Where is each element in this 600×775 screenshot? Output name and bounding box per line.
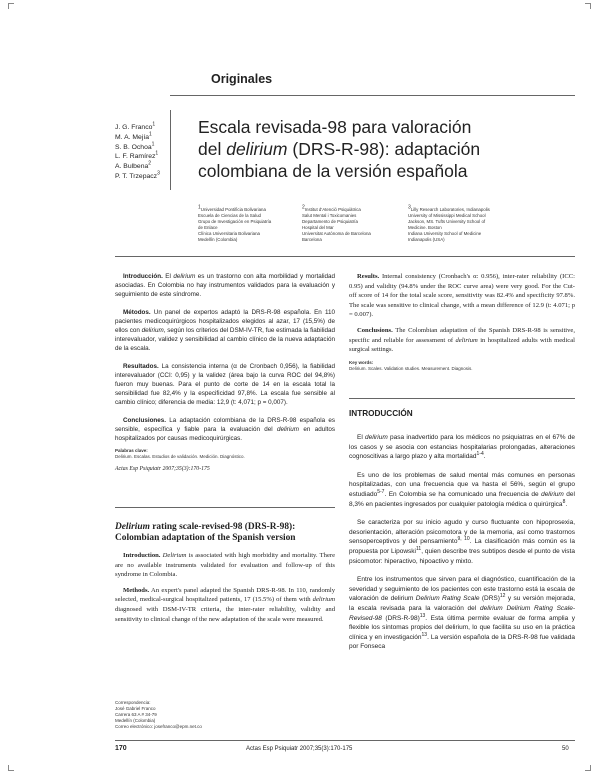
english-abstract-right — [349, 272, 575, 372]
resumen-metodos: Métodos. Un panel de expertos adaptó la DRS-R-98 española. En 110 pacientes medicoquirúrgicos hospitalizados elegidos al azar, 17 (15,5%) de ellos con delirium, según los criterios del DSM-IV-TR, fue estimada la fiabilidad interevaluador, validez y sensibilidad al cambio clínico de la nueva adaptación de la escala. — [115, 308, 335, 353]
author-list — [115, 123, 175, 182]
page-number-left: 170 — [115, 745, 127, 752]
introduccion-body — [349, 433, 575, 652]
author-divider — [170, 110, 171, 190]
correspondence: Correspondencia: José Gabriel Franco Carrera 63 A # 34-79 Medellín (Colombia) Correo electrónico: josefranco@epm.net.co — [115, 700, 202, 729]
resumen-conclusiones: Conclusiones. La adaptación colombiana de la DRS-R-98 española es sensible, específica y fiable para la evaluación del delirium en adultos hospitalizados por causas medicoquirúrgicas. — [115, 416, 335, 443]
english-conclusions: Conclusions. The Colombian adaptation of the Spanish DRS-R-98 is sensitive, specific and reliable for assessment of delirium in hospitalized adults with medical surgical settings. — [349, 326, 575, 354]
resumen-rule — [115, 507, 335, 508]
crop-mark-top-left — [8, 3, 14, 9]
intro-paragraph: Es uno de los problemas de salud mental más comunes en personas hospitalizadas, con una frecuencia que va hasta el 56%, según el grupo estudiado$^{5-7}$. En Colombia se ha comunicado una frecuencia de delirium del 8,3% en pacientes ingresados por cualquier patología médica o quirúrgica$^8$. — [349, 471, 575, 508]
resumen-resultados: Resultados. La consistencia interna (α de Cronbach 0,956), la fiabilidad interevaluador (CCI: 0,95) y la validez (área bajo la curva ROC del 94,8%) fueron muy buenas. Para el punto de corte de 14 en la escala total la sensibilidad fue 82,4% y la especificidad 97,8%. La escala fue sensible al cambio clínico; diferencia de media: 12,9 (t: 4,071; p = 0,007). — [115, 362, 335, 407]
english-abstract-left — [115, 551, 335, 624]
english-introduction: Introduction. Delirium is associated with high morbidity and mortality. There are no available instruments validated for evaluation and follow-up of this syndrome in Colombia. — [115, 552, 335, 579]
keywords-rule — [349, 398, 575, 399]
section-rule — [170, 95, 575, 96]
intro-paragraph: Se caracteriza por su inicio agudo y curso fluctuante con hipoprosexia, desorientación, alteración psicomotora y de la memoria, así como trastornos sensoperceptivos y del pensamiento$^{9, 10}$. La clasificación más común es la propuesta por Lipowski$^{11}$, quien describe tres subtipos desde el punto de vista psicomotor: hiperactivo, hipoactivo y mixto. — [349, 519, 575, 565]
english-results: Results. Internal consistency (Cronbach's α: 0.956), inter-rater reliability (ICC: 0.95) and validity (94.8% under the ROC curve area) were very good. For the Cut-off score of 14 for the total scale score, sensitivity was 82.4% and specificity 97.8%. The scale was sensitive to clinical change, with a mean difference of 12.9 (t: 4.071; p = 0.007). — [349, 273, 575, 319]
author: P. T. Trzepacz$^3$ — [115, 170, 160, 180]
crop-mark-top-right — [585, 3, 591, 9]
footer-rule — [115, 740, 575, 741]
resumen — [115, 272, 335, 472]
english-methods: Methods. An expert's panel adapted the Spanish DRS-R-98. In 110, randomly selected, medical-surgical hospitalized patients, 17 (15.5%) of them with delirium diagnosed with DSM-IV-TR criteria, the inter-rater reliability, validity and sensitivity to clinical change of the new adaptation of the scale were measured. — [115, 586, 335, 623]
intro-paragraph: Entre los instrumentos que sirven para el diagnóstico, cuantificación de la severidad y seguimiento de los pacientes con este trastorno está la escala de valoración de delirium Delirium Rating Scale (DRS)$^{12}$ y su versión mejorada, la escala revisada para la valoración del delirium Delirium Rating Scale-Revised-98 $(DRS-R-98)^{13}$. Esta última permite evaluar de forma amplia y flexible los síntomas propios del delirium, lo que facilita su uso en la práctica clínica y en investigación$^{13}$. La versión española de la DRS-R-98 fue validada por Fonseca — [349, 576, 575, 651]
author: M. A. Mejía$^1$ — [115, 131, 152, 141]
page-number-right: 50 — [562, 746, 569, 752]
article-title: Escala revisada-98 para valoración del delirium (DRS-R-98): adaptación colombiana de la versión española — [198, 117, 481, 181]
palabras-clave: Palabras clave: Delirium. Escalas. Estudios de validación. Medición. Diagnóstico. — [115, 448, 245, 460]
author: L. F. Ramírez$^1$ — [115, 151, 159, 161]
affiliation-3: $^3$Lilly Research Laboratories, Indianapolis University of Mississippi Medical School Jackson, MS. Tufts University School of Medicine. Boston Indiana University School of Medicine Indianapolis (USA) — [408, 204, 490, 242]
english-title: Delirium rating scale-revised-98 (DRS-R-98): Colombian adaptation of the Spanish version — [115, 522, 296, 543]
section-label: Originales — [211, 72, 273, 86]
affiliation-rule — [115, 256, 575, 257]
intro-paragraph: El delirium pasa inadvertido para los médicos no psiquiatras en el 67% de los casos y se asocia con estancias hospitalarias prolongadas, alteraciones cognoscitivas a largo plazo y alta mortalidad$^{1-4}$. — [349, 434, 575, 461]
affiliation-2: $^2$Institut d'Atenció Psiquiàtrica Salut Mental i Toxicomanies Departamento de Psiquiatría Hospital del Mar Universitat Autónoma de Barcelona Barcelona — [302, 204, 371, 242]
key-words: Key words: Delirium. Scales. Validation studies. Measurement. Diagnosis. — [349, 359, 473, 371]
resumen-introduccion: Introducción. El delirium es un trastorno con alta morbilidad y mortalidad asociadas. En Colombia no hay instrumentos validados para la evaluación y seguimiento de este síndrome. — [115, 273, 335, 299]
affiliation-1: $^1$Universidad Pontificia Bolivariana Escuela de Ciencias de la Salud Grupo de Investigación en Psiquiatría de Enlace Clínica Universitaria Bolivariana Medellín (Colombia) — [198, 204, 272, 242]
footer-citation: Actas Esp Psiquiatr 2007;35(3):170-175 — [246, 746, 353, 752]
introduccion-heading: INTRODUCCIÓN — [349, 409, 413, 418]
author: S. B. Ochoa$^1$ — [115, 141, 155, 151]
crop-mark-bottom-right — [585, 765, 591, 771]
citation: Actas Esp Psiquiatr 2007;35(3):170-175 — [115, 466, 210, 473]
author: J. G. Franco$^1$ — [115, 121, 156, 131]
crop-mark-bottom-left — [8, 765, 14, 771]
author: A. Bulbena$^2$ — [115, 160, 152, 171]
